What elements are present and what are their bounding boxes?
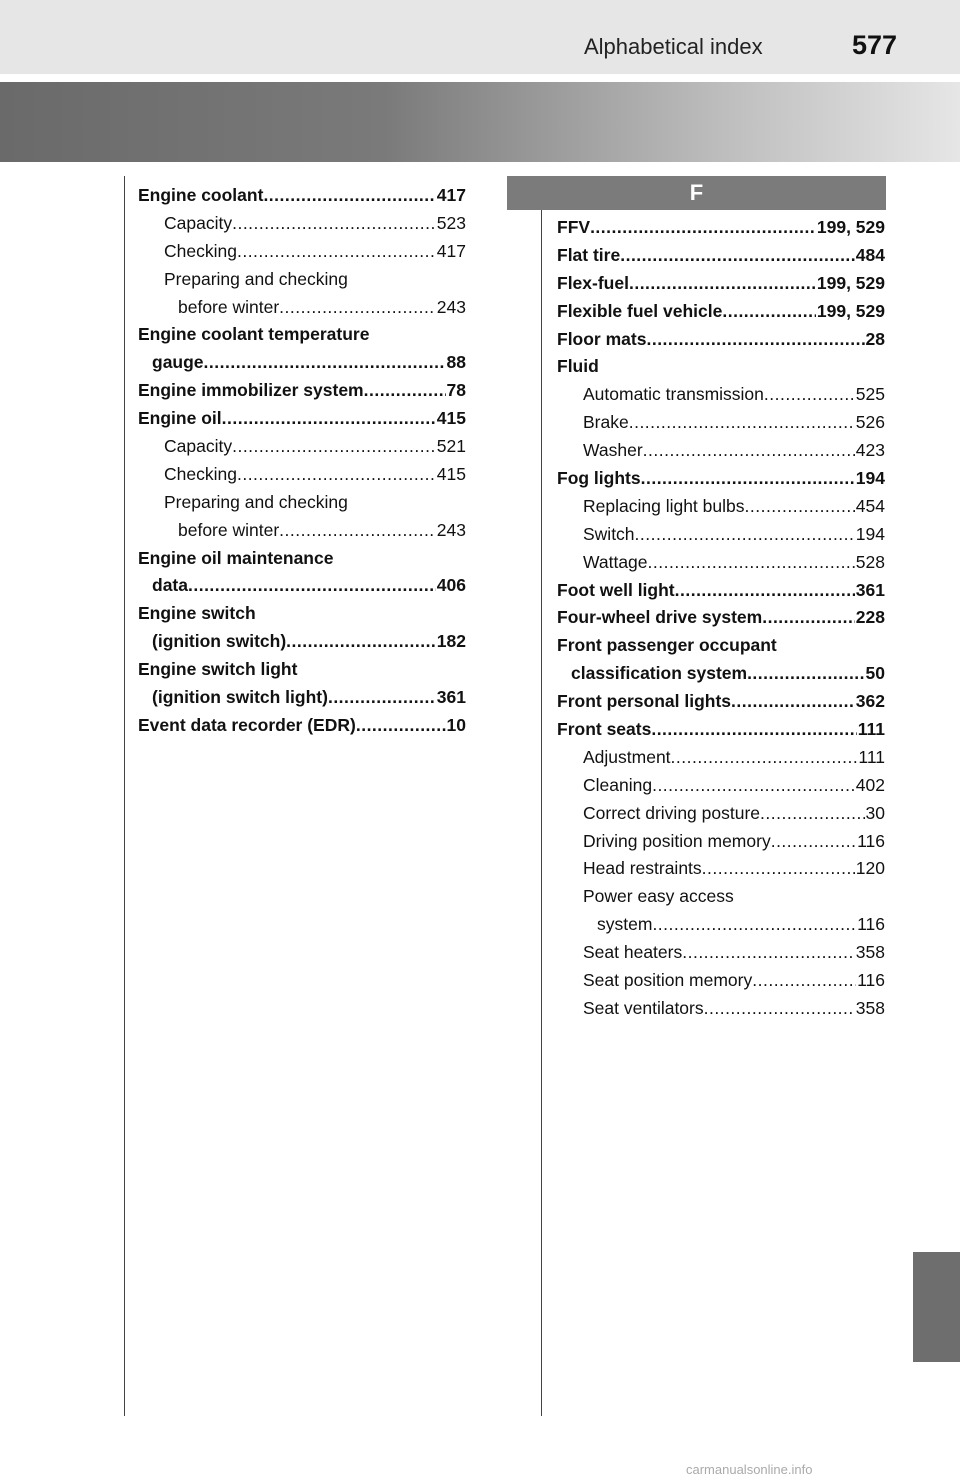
leader-dots	[364, 377, 446, 405]
index-entry	[557, 688, 885, 716]
index-entry	[138, 294, 466, 322]
index-entry-page[interactable]: 182	[436, 631, 466, 652]
leader-dots	[671, 744, 858, 772]
leader-dots	[764, 381, 855, 409]
index-entry	[138, 545, 466, 573]
index-entry	[557, 632, 885, 660]
leader-dots	[263, 182, 435, 210]
index-entry-page[interactable]: 415	[436, 463, 466, 484]
index-entry-term: Flex-fuel	[557, 272, 629, 293]
index-entry	[557, 465, 885, 493]
index-entry	[557, 744, 885, 772]
index-entry-term: Engine coolant	[138, 185, 264, 205]
index-entry	[138, 321, 466, 349]
index-entry-term: Head restraints	[583, 858, 702, 879]
index-entry-page[interactable]: 415	[436, 408, 466, 429]
index-entry	[557, 604, 885, 632]
index-entry-term: before winter	[178, 519, 280, 540]
index-entry-term: Checking	[164, 463, 237, 484]
index-entry	[557, 577, 885, 605]
index-entry	[557, 800, 885, 828]
index-entry-term: Seat position memory	[583, 970, 753, 991]
index-entry-page[interactable]: 116	[857, 830, 885, 851]
index-entry-term: Front seats	[557, 719, 652, 740]
index-entry-term: Seat heaters	[583, 942, 683, 963]
index-entry	[557, 409, 885, 437]
watermark: carmanualsonline.info	[686, 1462, 813, 1477]
leader-dots	[771, 828, 856, 856]
index-entry-page[interactable]: 417	[436, 240, 466, 261]
index-entry-term: Fog lights	[557, 468, 641, 489]
index-entry-page[interactable]: 243	[436, 296, 466, 317]
index-entry	[138, 684, 466, 712]
index-entry-page[interactable]: 120	[855, 858, 885, 879]
index-entry-term: Preparing and checking	[164, 491, 348, 512]
index-entry	[557, 883, 885, 911]
leader-dots	[328, 684, 436, 712]
index-entry	[557, 493, 885, 521]
index-column-right	[557, 214, 885, 1023]
index-entry	[557, 242, 885, 270]
leader-dots	[222, 405, 436, 433]
index-entry-page[interactable]: 30	[865, 802, 885, 823]
leader-dots	[745, 493, 855, 521]
leader-dots	[702, 855, 855, 883]
leader-dots	[747, 660, 864, 688]
index-entry-term: FFV	[557, 217, 591, 237]
index-entry-term: Front passenger occupant	[557, 635, 777, 656]
index-entry	[138, 656, 466, 684]
index-entry-page[interactable]: 88	[446, 352, 466, 373]
index-entry-page[interactable]: 228	[855, 607, 885, 628]
leader-dots	[752, 967, 856, 995]
index-entry-term: Replacing light bulbs	[583, 495, 745, 516]
index-entry-page[interactable]: 362	[855, 691, 885, 712]
index-entry-page[interactable]: 194	[855, 468, 885, 489]
index-entry-term: Engine oil maintenance	[138, 547, 334, 568]
index-entry	[138, 405, 466, 433]
header-gradient-bar	[0, 82, 960, 162]
leader-dots	[629, 270, 816, 298]
index-entry	[557, 855, 885, 883]
leader-dots	[731, 688, 855, 716]
index-entry	[557, 660, 885, 688]
index-entry-term: Capacity	[164, 212, 233, 233]
index-entry-page[interactable]: 526	[855, 412, 885, 433]
index-entry	[138, 517, 466, 545]
index-entry-term: Brake	[583, 412, 629, 433]
index-entry	[138, 628, 466, 656]
index-entry-term: Wattage	[583, 551, 648, 572]
index-entry	[557, 326, 885, 354]
page-header-title: Alphabetical index	[584, 34, 763, 59]
leader-dots	[652, 772, 855, 800]
index-entry-term: Four-wheel drive system	[557, 607, 763, 628]
index-entry	[138, 433, 466, 461]
index-entry-page[interactable]: 528	[855, 551, 885, 572]
index-entry-term: Capacity	[164, 436, 233, 457]
index-entry-page[interactable]: 454	[855, 495, 885, 516]
index-entry-page[interactable]: 358	[855, 942, 885, 963]
index-entry-term: Adjustment	[583, 746, 671, 767]
index-entry	[138, 210, 466, 238]
index-entry	[138, 489, 466, 517]
leader-dots	[635, 521, 855, 549]
leader-dots	[682, 939, 855, 967]
index-entry	[557, 298, 885, 326]
index-entry-page[interactable]: 423	[855, 440, 885, 461]
index-entry	[138, 349, 466, 377]
index-entry-page[interactable]: 523	[436, 212, 466, 233]
index-entry-term: Engine coolant temperature	[138, 324, 370, 345]
index-entry	[557, 967, 885, 995]
index-entry-term: system	[597, 914, 653, 935]
header-band	[0, 0, 960, 74]
index-entry-page[interactable]: 243	[436, 519, 466, 540]
index-entry	[557, 772, 885, 800]
index-entry-term: Power easy access	[583, 886, 734, 907]
index-entry-term: classification system	[571, 663, 748, 684]
index-entry-page[interactable]: 361	[436, 687, 466, 708]
index-entry	[138, 377, 466, 405]
index-entry	[138, 266, 466, 294]
leader-dots	[590, 214, 816, 242]
index-entry-page[interactable]: 484	[855, 244, 885, 265]
index-entry-page[interactable]: 78	[446, 380, 466, 401]
index-entry	[138, 461, 466, 489]
index-entry-page[interactable]: 111	[857, 719, 885, 740]
index-entry	[557, 381, 885, 409]
index-entry	[138, 600, 466, 628]
index-entry-page[interactable]: 199, 529	[816, 217, 885, 237]
index-entry	[557, 437, 885, 465]
leader-dots	[643, 437, 855, 465]
leader-dots	[648, 549, 855, 577]
leader-dots	[641, 465, 855, 493]
index-entry-term: Checking	[164, 240, 237, 261]
page-number: 577	[852, 30, 898, 60]
index-entry	[557, 214, 885, 242]
index-entry-term: Cleaning	[583, 774, 653, 795]
index-entry-term: data	[152, 575, 188, 596]
index-entry-page[interactable]: 28	[865, 328, 885, 349]
index-entry-page[interactable]: 116	[857, 914, 885, 935]
index-entry	[138, 238, 466, 266]
index-entry-page[interactable]: 10	[446, 714, 466, 735]
leader-dots	[651, 716, 856, 744]
leader-dots	[237, 461, 436, 489]
index-entry-term: Event data recorder (EDR)	[138, 714, 356, 735]
index-entry	[557, 995, 885, 1023]
right-column-rule	[541, 176, 542, 1416]
index-entry-term: Switch	[583, 523, 635, 544]
index-entry-page[interactable]: 521	[436, 436, 466, 457]
leader-dots	[232, 210, 436, 238]
index-column-left	[138, 182, 466, 740]
section-letter-heading: F	[507, 176, 886, 210]
index-entry-page[interactable]: 194	[855, 523, 885, 544]
index-entry	[557, 521, 885, 549]
left-column-rule	[124, 176, 125, 1416]
index-entry-term: Automatic transmission	[583, 384, 764, 405]
leader-dots	[279, 517, 436, 545]
index-entry-page[interactable]: 406	[436, 575, 466, 596]
index-entry-term: (ignition switch)	[152, 631, 287, 652]
index-entry-page[interactable]: 402	[855, 774, 885, 795]
index-entry-page[interactable]: 199, 529	[816, 300, 885, 321]
leader-dots	[652, 911, 856, 939]
leader-dots	[704, 995, 855, 1023]
leader-dots	[286, 628, 436, 656]
index-entry-term: Floor mats	[557, 328, 647, 349]
index-entry-page[interactable]: 116	[857, 970, 885, 991]
index-entry	[138, 572, 466, 600]
index-entry	[557, 828, 885, 856]
index-entry-term: Preparing and checking	[164, 268, 348, 289]
index-entry-term: Flexible fuel vehicle	[557, 300, 723, 321]
index-entry-term: Fluid	[557, 356, 599, 377]
leader-dots	[760, 800, 865, 828]
index-entry-term: Foot well light	[557, 579, 675, 600]
index-entry	[138, 712, 466, 740]
index-entry-page[interactable]: 358	[855, 997, 885, 1018]
leader-dots	[237, 238, 436, 266]
leader-dots	[188, 572, 436, 600]
leader-dots	[762, 604, 855, 632]
index-entry-term: Engine oil	[138, 408, 222, 429]
index-entry-term: Engine switch light	[138, 659, 298, 680]
index-entry	[557, 939, 885, 967]
index-entry	[557, 911, 885, 939]
index-entry	[557, 549, 885, 577]
leader-dots	[232, 433, 436, 461]
chapter-thumb-tab	[913, 1252, 960, 1362]
index-entry-page[interactable]: 50	[865, 663, 885, 684]
leader-dots	[279, 294, 436, 322]
index-entry-term: Washer	[583, 440, 643, 461]
index-entry	[557, 270, 885, 298]
index-entry-term: Engine immobilizer system	[138, 380, 364, 401]
index-entry	[557, 353, 885, 381]
index-entry-term: Front personal lights	[557, 691, 732, 712]
index-entry	[557, 716, 885, 744]
index-entry	[138, 182, 466, 210]
index-entry-term: before winter	[178, 296, 280, 317]
leader-dots	[356, 712, 446, 740]
index-entry-term: (ignition switch light)	[152, 687, 328, 708]
index-entry-term: gauge	[152, 352, 204, 373]
index-entry-page[interactable]: 361	[855, 579, 885, 600]
index-entry-term: Flat tire	[557, 244, 621, 265]
index-entry-page[interactable]: 199, 529	[816, 272, 885, 293]
leader-dots	[675, 577, 855, 605]
leader-dots	[629, 409, 855, 437]
leader-dots	[722, 298, 816, 326]
index-entry-page[interactable]: 111	[858, 746, 885, 767]
index-entry-term: Engine switch	[138, 603, 256, 624]
index-entry-page[interactable]: 525	[855, 384, 885, 405]
leader-dots	[646, 326, 864, 354]
leader-dots	[620, 242, 855, 270]
index-entry-term: Correct driving posture	[583, 802, 761, 823]
leader-dots	[204, 349, 446, 377]
index-entry-page[interactable]: 417	[436, 185, 466, 205]
index-entry-term: Seat ventilators	[583, 997, 704, 1018]
index-entry-term: Driving position memory	[583, 830, 771, 851]
